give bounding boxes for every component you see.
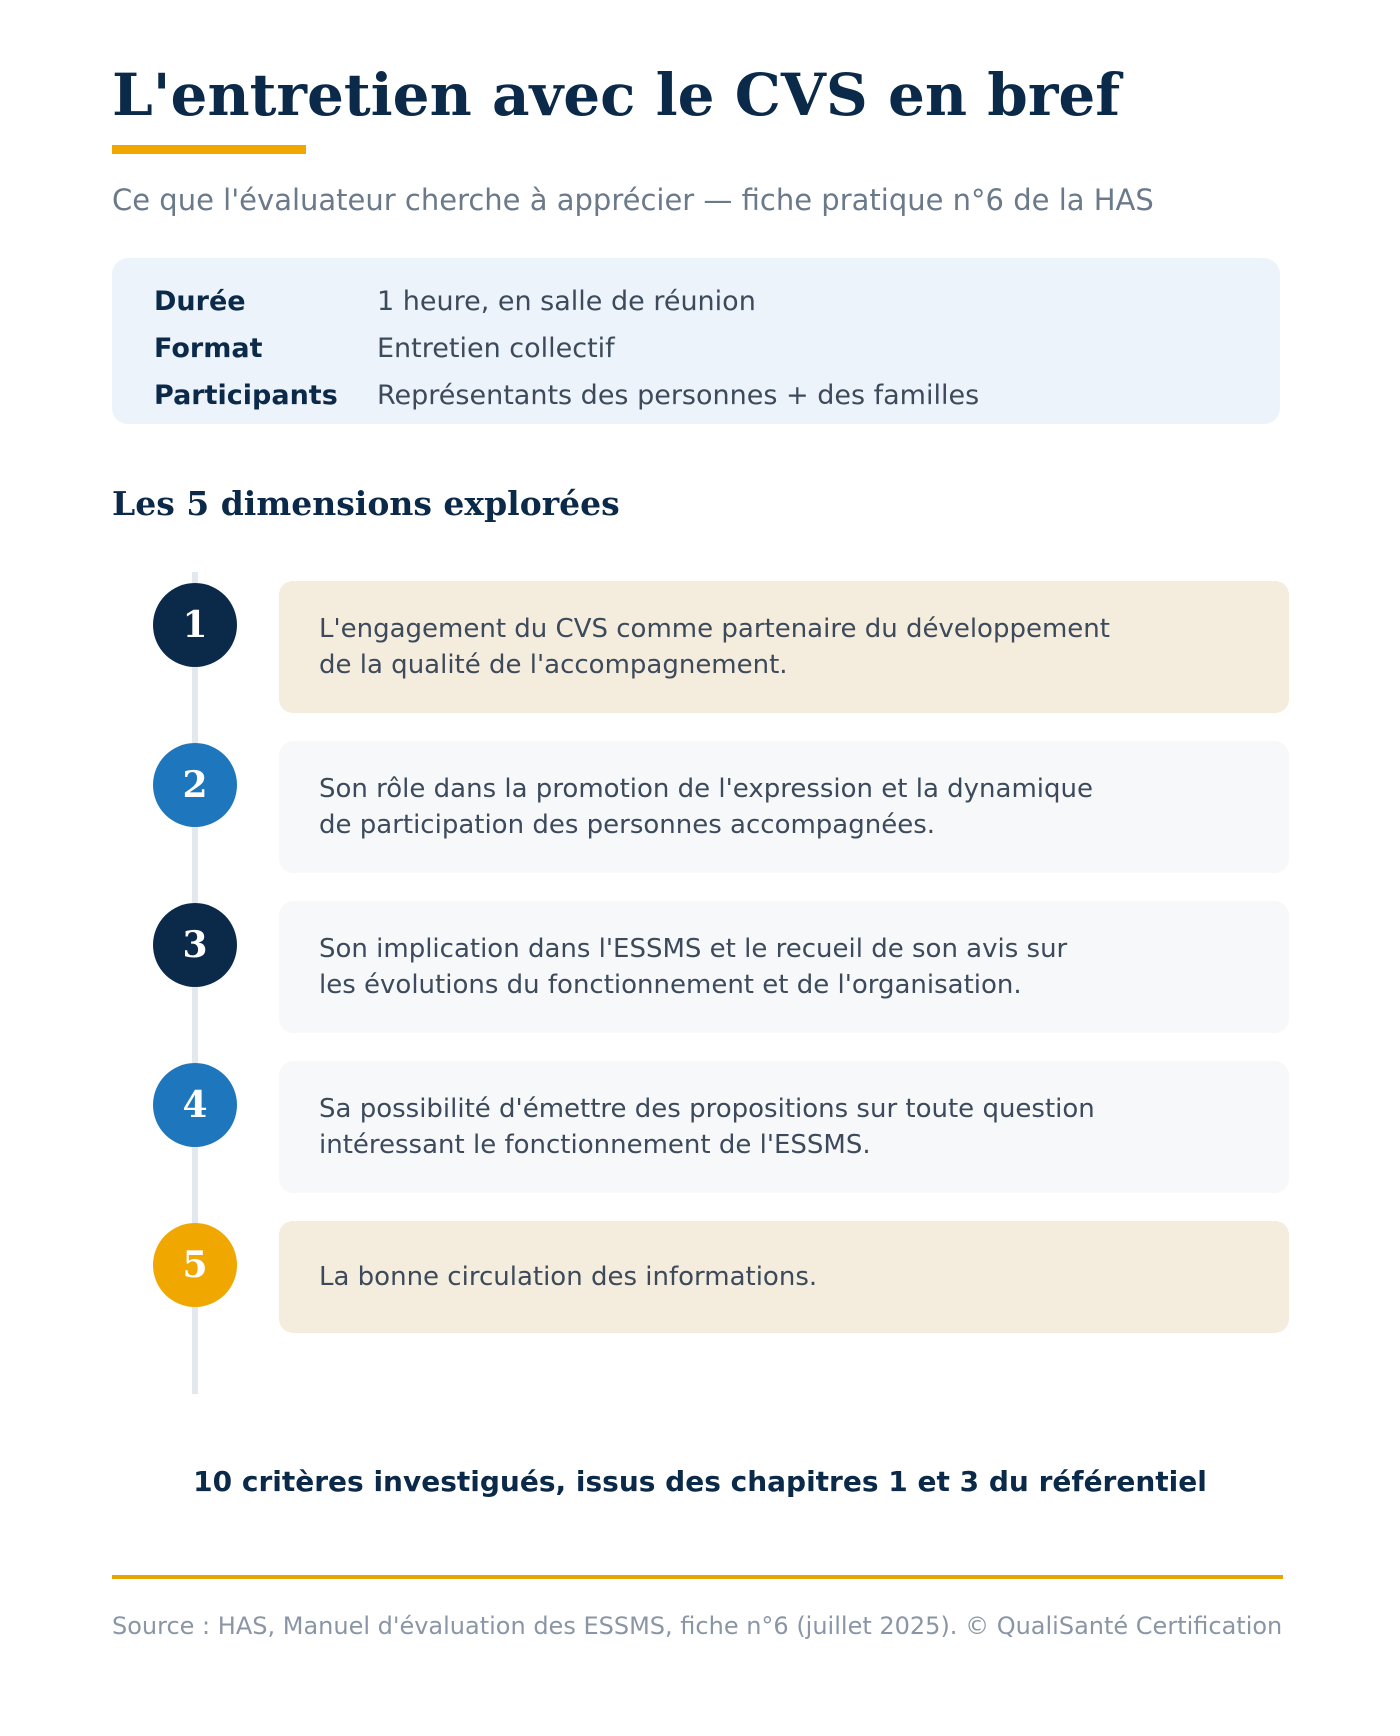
- dimension-text: La bonne circulation des informations.: [319, 1262, 818, 1292]
- dimension-card: [279, 1061, 1289, 1193]
- info-label: Format: [154, 333, 263, 364]
- title-underline: [112, 145, 306, 154]
- dimension-card: [279, 581, 1289, 713]
- dimension-card: [279, 901, 1289, 1033]
- dimension-number-badge: 3: [153, 903, 237, 987]
- page-title: L'entretien avec le CVS en bref: [112, 61, 1121, 129]
- dimension-text: Sa possibilité d'émettre des propositions sur toute question intéressant le fonctionnement de l'ESSMS.: [319, 1094, 1095, 1160]
- dimension-number-badge: 5: [153, 1223, 237, 1307]
- page-subtitle: Ce que l'évaluateur cherche à apprécier — fiche pratique n°6 de la HAS: [112, 183, 1154, 217]
- info-value: Représentants des personnes + des familles: [377, 380, 980, 411]
- info-label: Durée: [154, 286, 246, 317]
- info-label: Participants: [154, 380, 338, 411]
- dimension-number-badge: 2: [153, 743, 237, 827]
- info-box: [112, 258, 1280, 424]
- dimension-text: Son rôle dans la promotion de l'expression et la dynamique de participation des personnes accompagnées.: [319, 774, 1093, 840]
- dimension-card: [279, 741, 1289, 873]
- dimension-number-badge: 4: [153, 1063, 237, 1147]
- info-value: Entretien collectif: [377, 333, 615, 364]
- criteria-summary: 10 critères investigués, issus des chapitres 1 et 3 du référentiel: [193, 1465, 1207, 1498]
- section-title: Les 5 dimensions explorées: [112, 484, 620, 523]
- source-citation: Source : HAS, Manuel d'évaluation des ESSMS, fiche n°6 (juillet 2025). © QualiSanté Certification: [112, 1612, 1283, 1640]
- footer-divider: [112, 1575, 1283, 1579]
- dimension-text: L'engagement du CVS comme partenaire du développement de la qualité de l'accompagnement.: [319, 614, 1110, 680]
- info-value: 1 heure, en salle de réunion: [377, 286, 756, 317]
- dimension-card: [279, 1221, 1289, 1333]
- dimension-text: Son implication dans l'ESSMS et le recueil de son avis sur les évolutions du fonctionnement et de l'organisation.: [319, 934, 1068, 1000]
- dimension-number-badge: 1: [153, 583, 237, 667]
